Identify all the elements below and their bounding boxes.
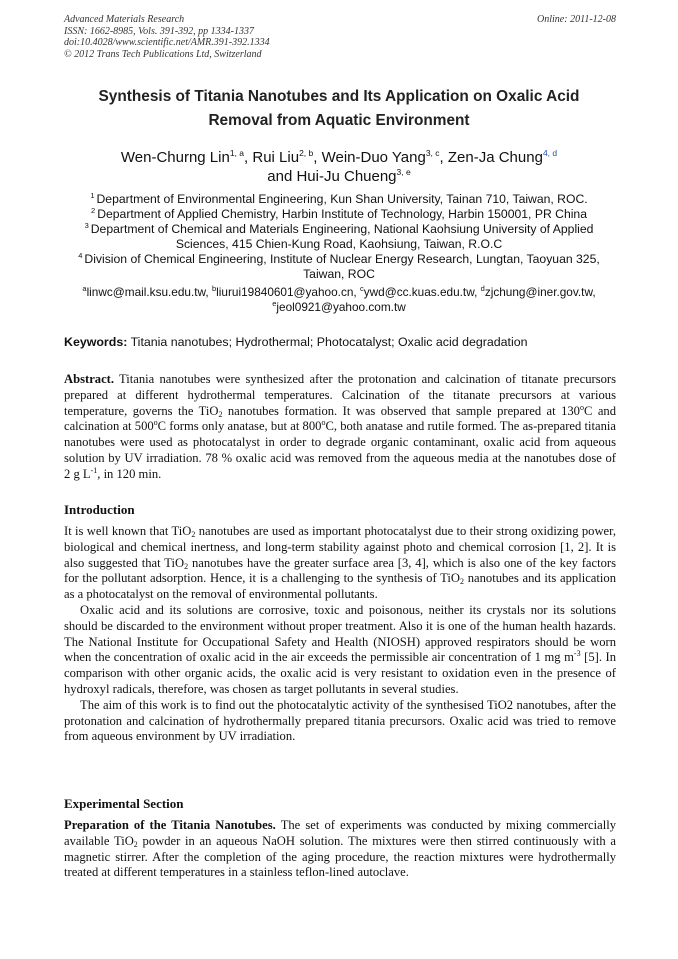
paragraph	[64, 524, 616, 603]
authors-line-2: and Hui-Ju Chueng$^{3, e}$	[267, 167, 411, 185]
subscript: 2	[184, 561, 189, 571]
email-list: $^a$linwc@mail.ksu.edu.tw, $^b$liurui19840601@yahoo.cn, $^c$ywd@cc.kuas.edu.tw, $^d$zjchung@iner.gov.tw, $^e$jeol0921@yahoo.com.tw	[82, 284, 596, 314]
email-sup: e	[272, 299, 277, 308]
email-sup: a	[82, 284, 87, 293]
superscript: -3	[573, 649, 581, 659]
author-list	[40, 148, 638, 186]
author-sup: 3, e	[396, 167, 411, 177]
keywords-text: Titania nanotubes; Hydrothermal; Photocatalyst; Oxalic acid degradation	[130, 335, 528, 349]
paragraph: The aim of this work is to find out the photocatalytic activity of the synthesised TiO2 nanotubes, after the protonation and calcination of hydrothermally prepared titania precursors. Oxalic acid was tried to remove from aqueous environment by UV irradiation.	[64, 697, 616, 744]
abstract-text: nanotubes formation. It was observed that sample prepared at 130	[222, 403, 580, 418]
paragraph-text: nanotubes are used as important photocatalyst due to their strong oxidizing power, biological and chemical inertness, and long-term stability against photo and chemical corrosion [1, 2]. It is also suggested that TiO	[64, 524, 616, 570]
affiliations	[60, 192, 618, 282]
superscript: o	[153, 418, 158, 428]
author-name: Zen-Ja Chung	[447, 149, 543, 166]
affiliation	[60, 192, 618, 207]
subscript: 2	[191, 530, 196, 539]
email-link[interactable]: ywd@cc.kuas.edu.tw	[363, 285, 475, 299]
paragraph-text: It is well known that TiO	[64, 524, 192, 538]
keywords-label: Keywords:	[64, 335, 128, 349]
superscript: o	[321, 418, 326, 428]
paragraph-text: The set of experiments was conducted by mixing commercially available TiO	[64, 818, 617, 848]
journal-name: Advanced Materials Research	[64, 14, 185, 25]
abstract-text: C forms only anatase, but at 800	[157, 419, 322, 434]
paragraph-text: Oxalic acid and its solutions are corrosive, toxic and poisonous, neither its crystals nor its solutions should be discarded to the environment without proper treatment. Also it is one of the human health hazards. The National Institute for Occupational Safety and Health (NIOSH) approved respirators should be worn when the concentration of oxalic acid in the air exceeds the permissible air concentration of 1 mg m	[64, 602, 616, 665]
email-link[interactable]: jeol0921@yahoo.com.tw	[276, 300, 406, 314]
affiliation-text: Division of Chemical Engineering, Institute of Nuclear Energy Research, Lungtan, Taoyuan 325, Taiwan, ROC	[84, 252, 600, 281]
online-date: Online: 2011-12-08	[537, 14, 616, 25]
author-sup: 4, d	[542, 148, 558, 158]
affiliation-text: Department of Environmental Engineering, Kun Shan University, Tainan 710, Taiwan, ROC.	[96, 192, 588, 206]
email-link[interactable]: linwc@mail.ksu.edu.tw	[86, 285, 206, 299]
title-line-2: Removal from Aquatic Environment	[208, 112, 470, 129]
copyright-line: © 2012 Trans Tech Publications Ltd, Switzerland	[64, 48, 262, 60]
affiliation-number: 3	[84, 221, 89, 230]
email-sup: c	[359, 284, 364, 293]
author-name: Wein-Duo Yang	[321, 149, 426, 166]
paragraph	[64, 603, 616, 698]
title-line-1: Synthesis of Titania Nanotubes and Its Application on Oxalic Acid	[98, 88, 580, 105]
author-sup: 1, a	[229, 148, 245, 158]
abstract-text: C and calcination at 500	[64, 403, 616, 434]
email-link[interactable]: zjchung@iner.gov.tw	[484, 285, 593, 299]
author-sup: 3, c	[425, 148, 440, 158]
keywords	[64, 335, 624, 350]
journal-header	[64, 14, 616, 60]
affiliation-number: 1	[90, 191, 95, 200]
section-heading-introduction: Introduction	[64, 502, 135, 517]
affiliation	[60, 222, 618, 252]
author-name: Hui-Ju Chueng	[296, 168, 397, 185]
paragraph-text: nanotubes and its application as a photocatalyst on the removal of environmental pollutants.	[64, 571, 616, 602]
affiliation-number: 2	[91, 206, 96, 215]
paragraph-text: nanotubes have the greater surface area [3, 4], which is also one of the key factors for the pollutant adsorption. Hence, it is a challenging to the synthesis of TiO	[64, 555, 616, 586]
superscript: -1	[90, 465, 98, 475]
experimental-body	[64, 818, 616, 881]
doi-line: doi:10.4028/www.scientific.net/AMR.391-392.1334	[64, 37, 270, 49]
affiliation-number: 4	[78, 251, 83, 260]
paper-title	[40, 85, 638, 133]
subsection-heading: Preparation of the Titania Nanotubes.	[64, 818, 276, 832]
issn-line: ISSN: 1662-8985, Vols. 391-392, pp 1334-1337	[64, 25, 254, 37]
paragraph-text: powder in an aqueous NaOH solution. The mixtures were then stirred continuously with a magnetic stirrer. After the completion of the aging procedure, the reaction mixtures were hydrothermally treated at different temperatures in a stainless teflon-lined autoclave.	[64, 833, 617, 880]
subscript: 2	[460, 577, 465, 587]
paragraph-text: [5]. In comparison with other organic acids, the oxalic acid is very resistant to oxidation even in the presence of hydroxyl radicals, therefore, was chosen as target pollutants in several studies.	[64, 650, 617, 696]
introduction-body	[64, 524, 616, 745]
affiliation-text: Department of Applied Chemistry, Harbin Institute of Technology, Harbin 150001, PR China	[97, 207, 587, 221]
author-name: Rui Liu	[252, 149, 300, 166]
email-link[interactable]: liurui19840601@yahoo.cn	[216, 285, 354, 299]
superscript: o	[579, 402, 584, 412]
abstract-text: C, both anatase and rutile formed. The as-prepared titania nanotubes were used as photocatalyst in order to degrade organic contaminant, oxalic acid from aqueous solution by UV irradiation. 78 % oxalic acid was removed from the aqueous media at the nanotubes dose of 2 g L	[64, 419, 617, 481]
author-name: Wen-Churng Lin	[120, 149, 230, 166]
abstract-label: Abstract.	[64, 372, 115, 386]
author-sup: 2, b	[299, 148, 314, 158]
abstract-text: Titania nanotubes were synthesized after the protonation and calcination of titanate precursors prepared at different hydrothermal temperatures. Calcination of the titanate precursors at various temperature, governs the TiO	[64, 372, 617, 418]
email-sup: b	[211, 284, 217, 293]
subscript: 2	[133, 839, 138, 849]
affiliation	[60, 252, 618, 282]
email-sup: d	[480, 284, 485, 293]
abstract-text: , in 120 min.	[97, 466, 162, 481]
abstract	[64, 372, 616, 483]
affiliation	[60, 207, 618, 222]
section-heading-experimental: Experimental Section	[64, 796, 184, 811]
affiliation-text: Department of Chemical and Materials Engineering, National Kaohsiung University of Applied Sciences, 415 Chien-Kung Road, Kaohsiung, Taiwan, R.O.C	[90, 222, 594, 251]
authors-line-1: Wen-Churng Lin$^{1, a}$, Rui Liu$^{2, b}$, Wein-Duo Yang$^{3, c}$, Zen-Ja Chung$^{4, d}$	[120, 148, 558, 166]
subscript: 2	[218, 409, 223, 419]
